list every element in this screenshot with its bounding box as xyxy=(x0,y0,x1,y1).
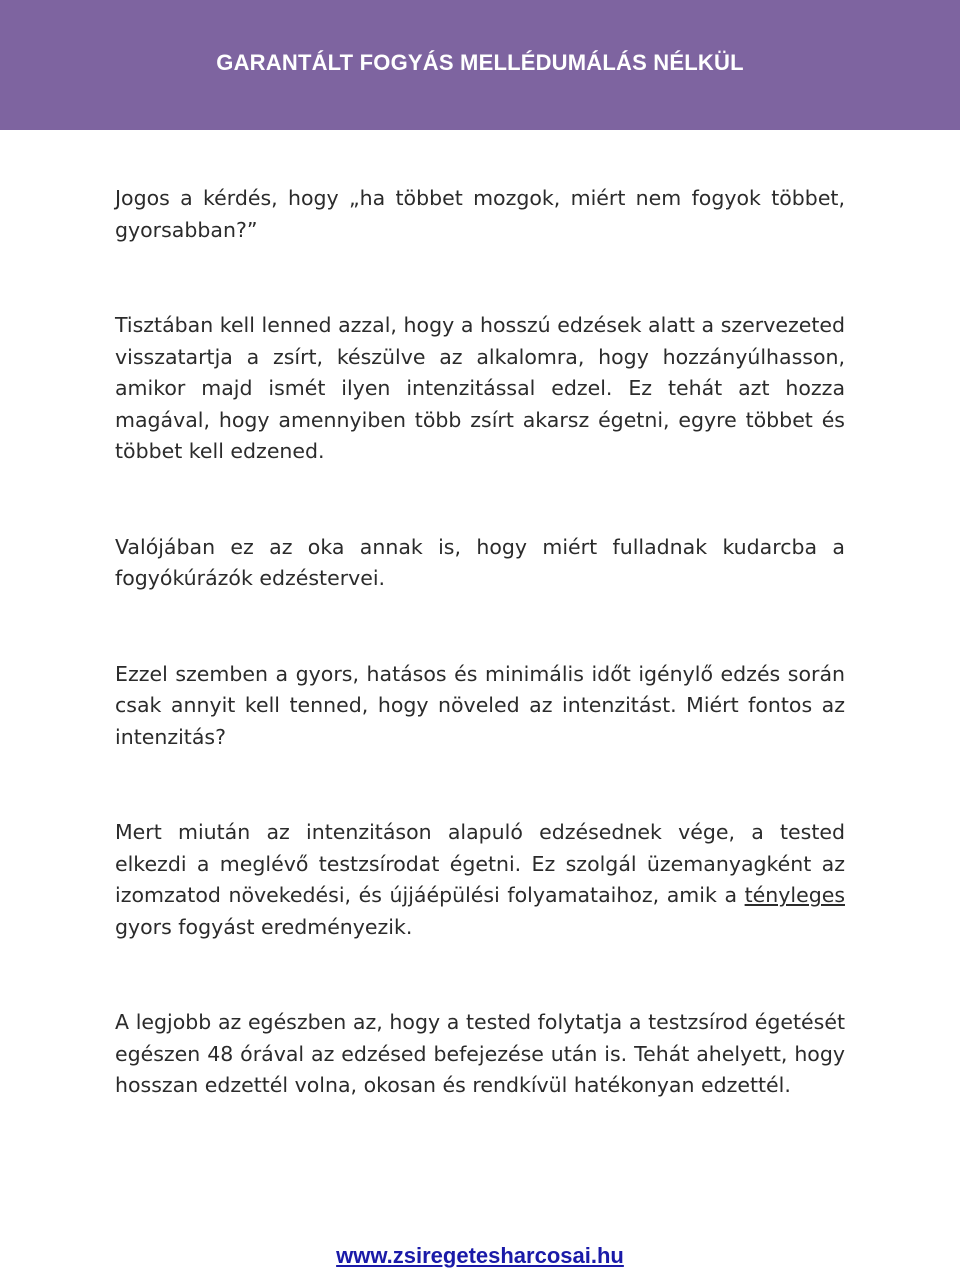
paragraph-4: Ezzel szemben a gyors, hatásos és minimális időt igénylő edzés során csak annyit kell tenned, hogy növeled az intenzitást. Miért fontos az intenzitás? xyxy=(115,661,845,749)
page-title: GARANTÁLT FOGYÁS MELLÉDUMÁLÁS NÉLKÜL xyxy=(216,50,744,75)
article-body xyxy=(115,183,845,1102)
paragraph-5-text-end: gyors fogyást eredményezik. xyxy=(115,914,413,939)
paragraph-5 xyxy=(115,817,845,943)
paragraph-6: A legjobb az egészben az, hogy a tested folytatja a testzsírod égetését egészen 48 órával az edzésed befejezése után is. Tehát ahelyett, hogy hosszan edzettél volna, okosan és rendkívül hatékonyan edzettél. xyxy=(115,1010,845,1097)
website-link[interactable]: www.zsiregetesharcosai.hu xyxy=(336,1243,624,1268)
paragraph-2: Tisztában kell lenned azzal, hogy a hosszú edzések alatt a szervezeted visszatartja a zsírt, készülve az alkalomra, hogy hozzányúlhasson, amikor majd ismét ilyen intenzitással edzel. Ez tehát azt hozza magával, hogy amennyiben több zsírt akarsz égetni, egyre többet és többet kell edzened. xyxy=(115,313,845,463)
underlined-word: tényleges xyxy=(744,883,845,907)
paragraph-5-text-start: Mert miután az intenzitáson alapuló edzésednek vége, a tested elkezdi a meglévő testzsírodat égetni. Ez szolgál üzemanyagként az izomzatod növekedési, és újjáépülési folyamataihoz, amik a xyxy=(115,820,845,907)
paragraph-1: Jogos a kérdés, hogy „ha többet mozgok, miért nem fogyok többet, gyorsabban?” xyxy=(115,186,845,242)
paragraph-3: Valójában ez az oka annak is, hogy miért fulladnak kudarcba a fogyókúrázók edzéstervei. xyxy=(115,534,845,590)
